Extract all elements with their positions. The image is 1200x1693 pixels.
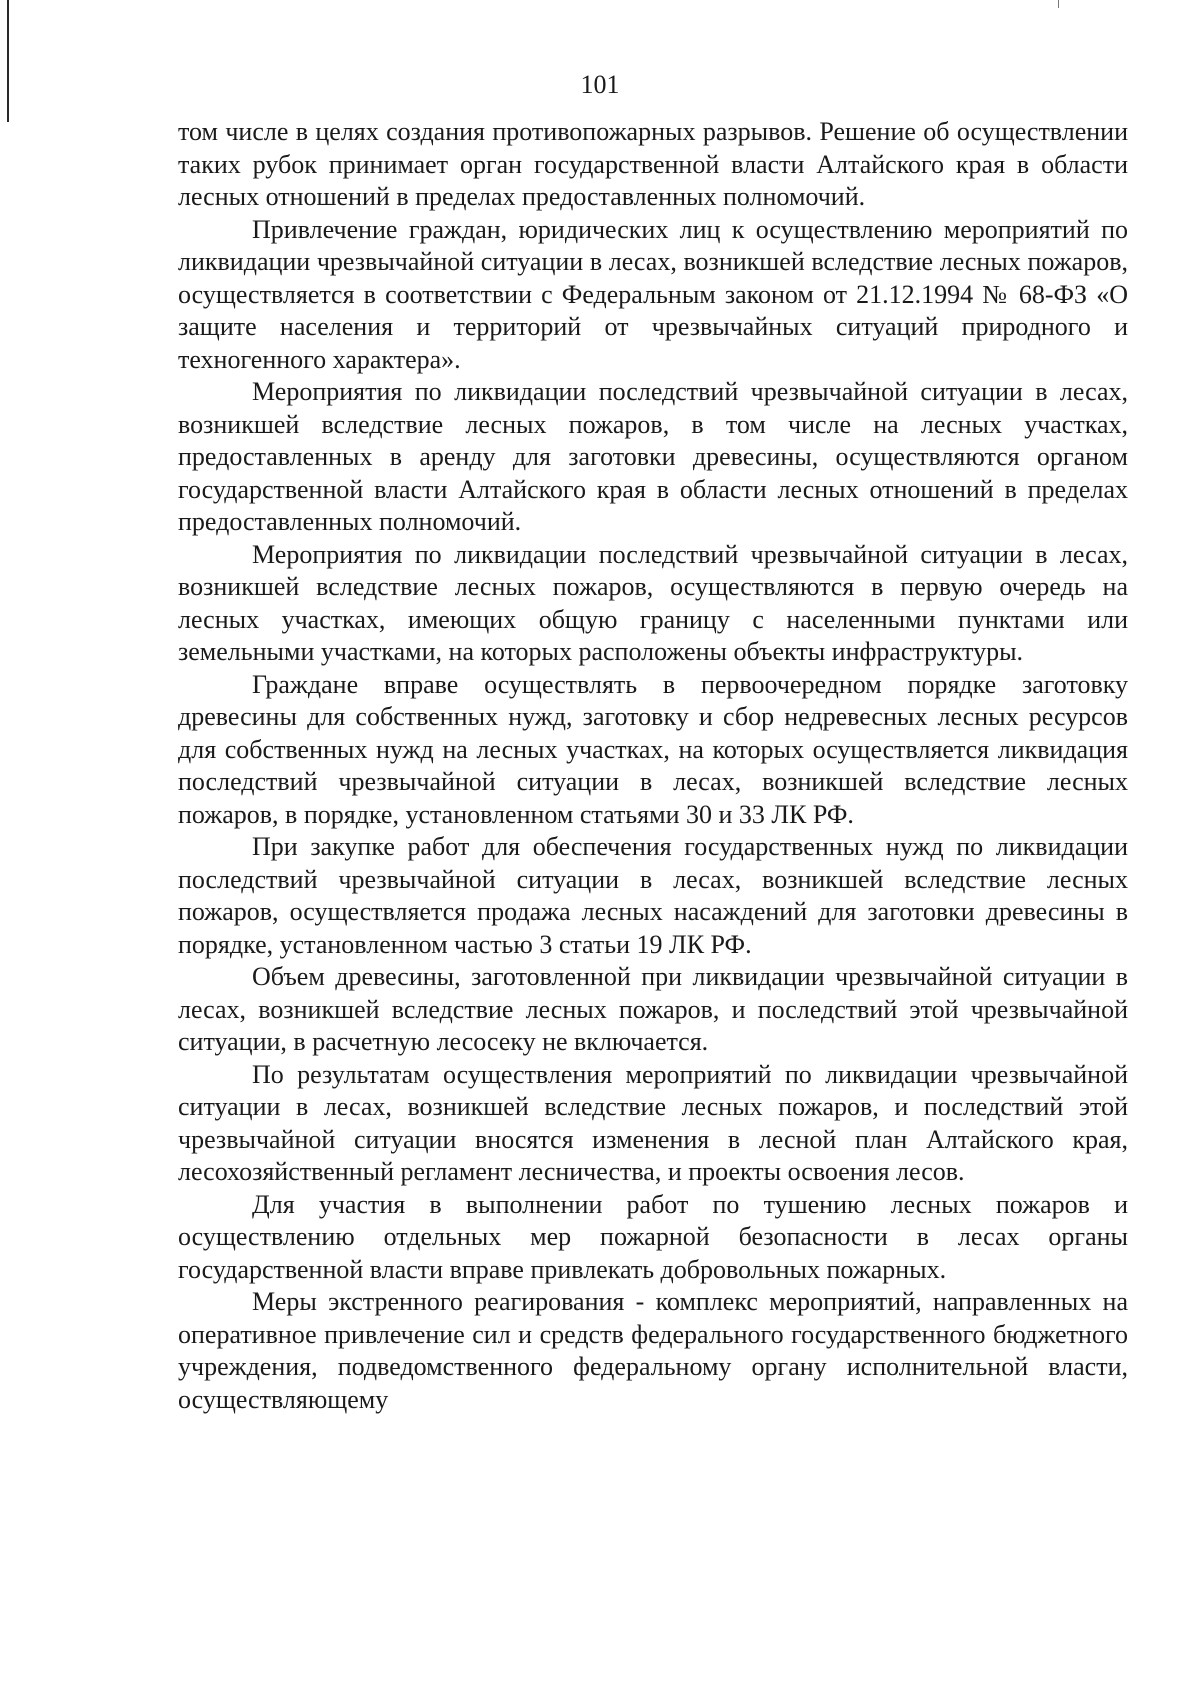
document-body — [178, 116, 1128, 1416]
paragraph-7: Объем древесины, заготовленной при ликвидации чрезвычайной ситуации в лесах, возникшей вследствие лесных пожаров, и последствий этой чрезвычайной ситуации, в расчетную лесосеку не включается. — [178, 962, 1128, 1056]
paragraph-2: Привлечение граждан, юридических лиц к осуществлению мероприятий по ликвидации чрезвычайной ситуации в лесах, возникшей вследствие лесных пожаров, осуществляется в соответствии с Федеральным законом от 21.12.1994 № 68-ФЗ «О защите населения и территорий от чрезвычайных ситуаций природного и техногенного характера». — [178, 214, 1128, 374]
scan-edge-line — [7, 0, 9, 122]
paragraph-6: При закупке работ для обеспечения государственных нужд по ликвидации последствий чрезвычайной ситуации в лесах, возникшей вследствие лесных пожаров, осуществляется продажа лесных насаждений для заготовки древесины в порядке, установленном частью 3 статьи 19 ЛК РФ. — [178, 832, 1128, 959]
paragraph-1: том числе в целях создания противопожарных разрывов. Решение об осуществлении таких рубок принимает орган государственной власти Алтайского края в области лесных отношений в пределах предоставленных полномочий. — [178, 117, 1128, 211]
paragraph-10: Меры экстренного реагирования - комплекс мероприятий, направленных на оперативное привлечение сил и средств федерального государственного бюджетного учреждения, подведомственного федеральному органу исполнительной власти, осуществляющему — [178, 1287, 1128, 1414]
page-number: 101 — [580, 70, 620, 99]
paragraph-8: По результатам осуществления мероприятий по ликвидации чрезвычайной ситуации в лесах, возникшей вследствие лесных пожаров, и последствий этой чрезвычайной ситуации вносятся изменения в лесной план Алтайского края, лесохозяйственный регламент лесничества, и проекты освоения лесов. — [178, 1059, 1128, 1186]
scan-mark — [1058, 0, 1059, 8]
paragraph-3: Мероприятия по ликвидации последствий чрезвычайной ситуации в лесах, возникшей вследствие лесных пожаров, в том числе на лесных участках, предоставленных в аренду для заготовки древесины, осуществляются органом государственной власти Алтайского края в области лесных отношений в пределах предоставленных полномочий. — [178, 377, 1128, 536]
paragraph-9: Для участия в выполнении работ по тушению лесных пожаров и осуществлению отдельных мер пожарной безопасности в лесах органы государственной власти вправе привлекать добровольных пожарных. — [178, 1189, 1128, 1284]
paragraph-5: Граждане вправе осуществлять в первоочередном порядке заготовку древесины для собственных нужд, заготовку и сбор недревесных лесных ресурсов для собственных нужд на лесных участках, на которых осуществляется ликвидация последствий чрезвычайной ситуации в лесах, возникшей вследствие лесных пожаров, в порядке, установленном статьями 30 и 33 ЛК РФ. — [178, 669, 1128, 829]
paragraph-4: Мероприятия по ликвидации последствий чрезвычайной ситуации в лесах, возникшей вследствие лесных пожаров, осуществляются в первую очередь на лесных участках, имеющих общую границу с населенными пунктами или земельными участками, на которых расположены объекты инфраструктуры. — [178, 539, 1128, 666]
